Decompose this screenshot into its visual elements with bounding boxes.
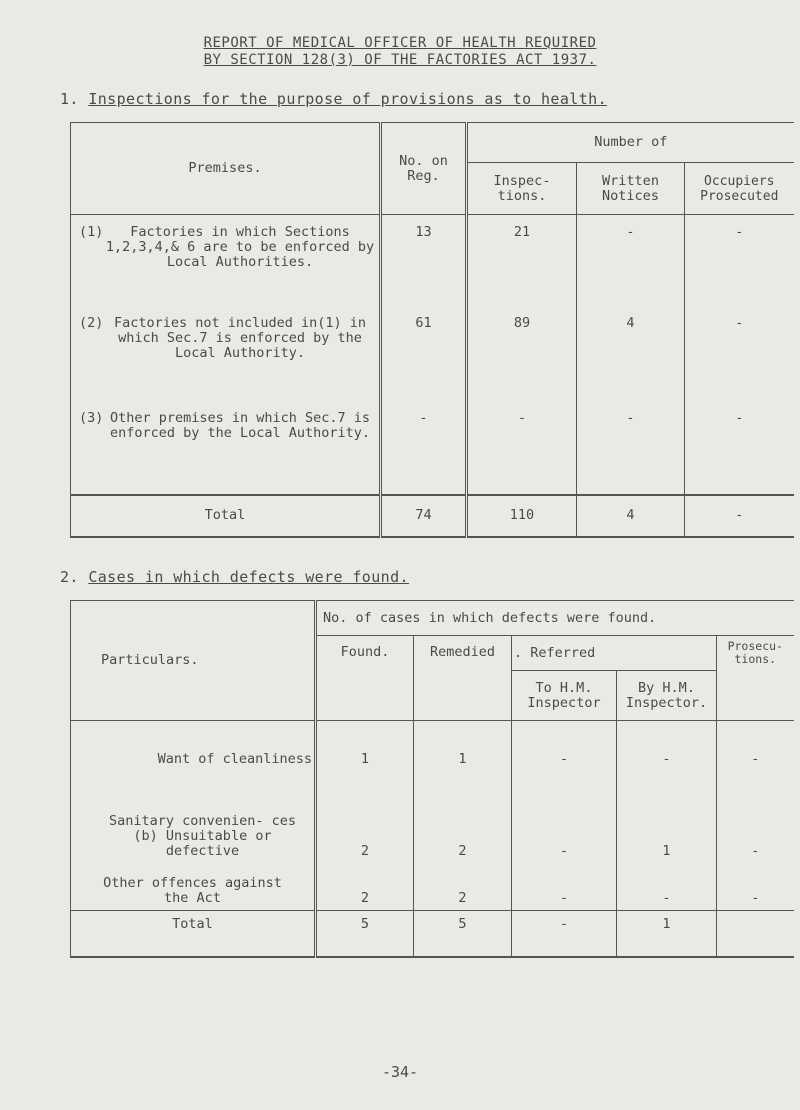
cell-to-hm: - xyxy=(512,767,617,859)
row-particulars: Sanitary convenien- ces (b) Unsuitable or defective xyxy=(71,767,316,859)
section-1-heading xyxy=(60,90,607,108)
cell-inspections: - xyxy=(467,405,577,495)
cell-prosecutions: - xyxy=(717,859,794,911)
total-no-on-reg: 74 xyxy=(381,495,467,537)
header-particulars: Particulars. xyxy=(71,601,316,721)
header-prosecutions: Prosecu- tions. xyxy=(717,636,794,721)
total-row xyxy=(71,495,794,537)
section-1-number: 1. xyxy=(60,90,79,108)
cell-prosecuted: - xyxy=(685,405,794,495)
cell-written-notices: 4 xyxy=(577,310,685,405)
header-found: Found. xyxy=(316,636,414,721)
section-2-title: Cases in which defects were found. xyxy=(88,568,409,586)
cell-no-on-reg: - xyxy=(381,405,467,495)
row-premises: Factories in which Sections 1,2,3,4,& 6 are to be enforced by Local Authorities. xyxy=(105,224,375,270)
header-written-notices: Written Notices xyxy=(577,163,685,215)
page-number: -34- xyxy=(381,1063,419,1081)
cell-prosecuted: - xyxy=(685,310,794,405)
table-row xyxy=(71,215,794,310)
section-2-heading xyxy=(60,568,409,586)
table-row xyxy=(71,859,794,911)
table-row xyxy=(71,721,794,767)
header-remedied: Remedied xyxy=(414,636,512,721)
cell-remedied: 2 xyxy=(414,767,512,859)
cell-written-notices: - xyxy=(577,215,685,310)
inspections-table xyxy=(70,122,794,538)
report-title-line-2: BY SECTION 128(3) OF THE FACTORIES ACT 1937. xyxy=(203,52,597,68)
row-particulars: Other offences against the Act xyxy=(71,859,316,911)
row-particulars: Want of cleanliness xyxy=(71,721,316,767)
row-number: (3) xyxy=(79,409,104,426)
total-row xyxy=(71,911,794,957)
header-referred: . Referred xyxy=(512,636,717,671)
total-by-hm: 1 xyxy=(617,911,717,957)
cell-to-hm: - xyxy=(512,859,617,911)
cell-no-on-reg: 13 xyxy=(381,215,467,310)
total-prosecutions xyxy=(717,911,794,957)
row-premises: Other premises in which Sec.7 is enforced by the Local Authority. xyxy=(109,409,371,441)
cell-by-hm: 1 xyxy=(617,767,717,859)
cell-inspections: 89 xyxy=(467,310,577,405)
total-written-notices: 4 xyxy=(577,495,685,537)
defects-table xyxy=(70,600,794,958)
header-inspections: Inspec- tions. xyxy=(467,163,577,215)
cell-found: 2 xyxy=(316,767,414,859)
report-title-line-1: REPORT OF MEDICAL OFFICER OF HEALTH REQUIRED xyxy=(203,35,597,51)
cell-by-hm: - xyxy=(617,721,717,767)
total-inspections: 110 xyxy=(467,495,577,537)
table-row xyxy=(71,405,794,495)
table-row xyxy=(71,767,794,859)
cell-inspections: 21 xyxy=(467,215,577,310)
cell-to-hm: - xyxy=(512,721,617,767)
cell-prosecutions: - xyxy=(717,767,794,859)
cell-prosecutions: - xyxy=(717,721,794,767)
row-number: (2) xyxy=(79,314,104,331)
header-no-of-cases: No. of cases in which defects were found. xyxy=(316,601,794,636)
header-no-on-reg: No. on Reg. xyxy=(381,123,467,215)
section-2-number: 2. xyxy=(60,568,79,586)
total-label: Total xyxy=(71,495,381,537)
total-to-hm: - xyxy=(512,911,617,957)
header-occupiers-prosecuted: Occupiers Prosecuted xyxy=(685,163,794,215)
cell-remedied: 2 xyxy=(414,859,512,911)
total-prosecuted: - xyxy=(685,495,794,537)
table-row xyxy=(71,310,794,405)
cell-found: 1 xyxy=(316,721,414,767)
total-found: 5 xyxy=(316,911,414,957)
section-1-title: Inspections for the purpose of provisions as to health. xyxy=(88,90,608,108)
cell-no-on-reg: 61 xyxy=(381,310,467,405)
row-number: (1) xyxy=(79,224,104,240)
header-by-hm-inspector: By H.M. Inspector. xyxy=(617,671,717,721)
total-remedied: 5 xyxy=(414,911,512,957)
cell-written-notices: - xyxy=(577,405,685,495)
cell-remedied: 1 xyxy=(414,721,512,767)
row-premises: Factories not included in(1) in which Sec.7 is enforced by the Local Authority. xyxy=(114,314,366,361)
total-label: Total xyxy=(71,911,316,957)
cell-prosecuted: - xyxy=(685,215,794,310)
header-premises: Premises. xyxy=(71,123,381,215)
cell-found: 2 xyxy=(316,859,414,911)
header-number-of: Number of xyxy=(467,123,794,163)
cell-by-hm: - xyxy=(617,859,717,911)
header-to-hm-inspector: To H.M. Inspector xyxy=(512,671,617,721)
